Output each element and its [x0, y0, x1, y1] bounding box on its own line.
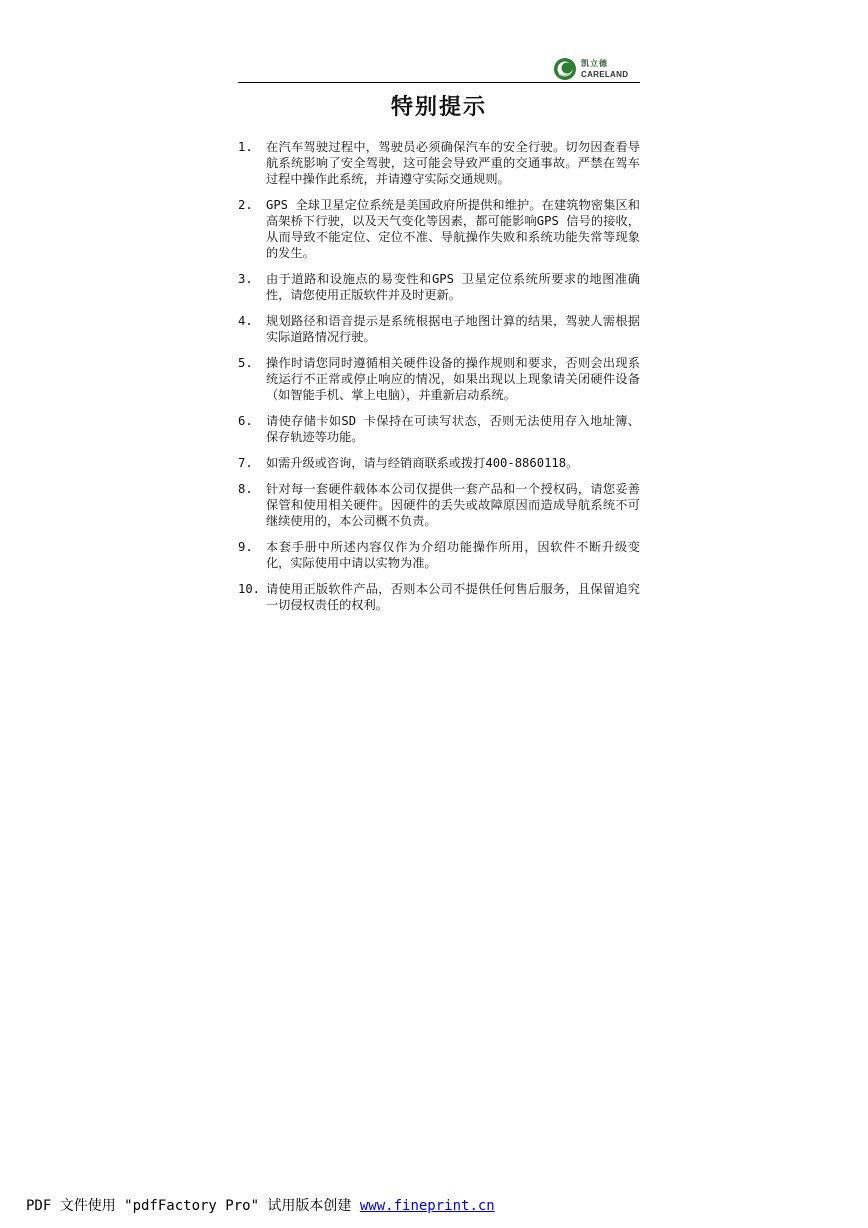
careland-logo-icon	[553, 57, 577, 81]
notice-number: 7.	[238, 456, 253, 470]
notice-text: 本套手册中所述内容仅作为介绍功能操作所用，因软件不断升级变化，实际使用中请以实物为准。	[266, 540, 640, 570]
notice-item	[238, 313, 640, 345]
notice-number: 10.	[238, 582, 261, 596]
logo-name-cn: 凯立德	[581, 58, 608, 68]
notice-number: 8.	[238, 482, 253, 496]
notice-number: 4.	[238, 314, 253, 328]
logo-name-en: CARELAND	[581, 69, 629, 79]
notice-text: GPS 全球卫星定位系统是美国政府所提供和维护。在建筑物密集区和高架桥下行驶，以及天气变化等因素，都可能影响GPS 信号的接收，从而导致不能定位、定位不准、导航操作失败和系统功能失常等现象的发生。	[266, 198, 640, 260]
notice-number: 5.	[238, 356, 253, 370]
notice-text: 规划路径和语音提示是系统根据电子地图计算的结果，驾驶人需根据实际道路情况行驶。	[266, 314, 640, 344]
footer-text: PDF 文件使用 "pdfFactory Pro" 试用版本创建	[26, 1198, 360, 1214]
notice-item	[238, 139, 640, 187]
notice-text: 请使用正版软件产品，否则本公司不提供任何售后服务，且保留追究一切侵权责任的权利。	[266, 582, 640, 612]
notice-item	[238, 197, 640, 261]
notice-list	[238, 139, 640, 623]
header-divider	[238, 82, 640, 83]
notice-item	[238, 455, 640, 471]
notice-item	[238, 413, 640, 445]
notice-item	[238, 271, 640, 303]
notice-text: 针对每一套硬件载体本公司仅提供一套产品和一个授权码，请您妥善保管和使用相关硬件。因硬件的丢失或故障原因而造成导航系统不可继续使用的，本公司概不负责。	[266, 482, 640, 528]
notice-text: 在汽车驾驶过程中，驾驶员必须确保汽车的安全行驶。切勿因查看导航系统影响了安全驾驶，这可能会导致严重的交通事故。严禁在驾车过程中操作此系统，并请遵守实际交通规则。	[266, 140, 640, 186]
notice-text: 操作时请您同时遵循相关硬件设备的操作规则和要求，否则会出现系统运行不正常或停止响应的情况，如果出现以上现象请关闭硬件设备（如智能手机、掌上电脑），并重新启动系统。	[266, 356, 640, 402]
notice-number: 2.	[238, 198, 253, 212]
notice-item	[238, 481, 640, 529]
footer-link[interactable]: www.fineprint.cn	[359, 1198, 495, 1214]
notice-number: 3.	[238, 272, 253, 286]
pdf-footer	[26, 1195, 495, 1215]
notice-number: 9.	[238, 540, 253, 554]
notice-number: 6.	[238, 414, 253, 428]
page-title: 特别提示	[390, 95, 487, 120]
careland-logo	[553, 56, 643, 82]
notice-item	[238, 539, 640, 571]
notice-item	[238, 581, 640, 613]
notice-text: 由于道路和设施点的易变性和GPS 卫星定位系统所要求的地图准确性，请您使用正版软件并及时更新。	[266, 272, 640, 302]
notice-text: 请使存储卡如SD 卡保持在可读写状态，否则无法使用存入地址簿、保存轨迹等功能。	[266, 414, 640, 444]
notice-text: 如需升级或咨询，请与经销商联系或拨打400-8860118。	[266, 456, 579, 470]
notice-item	[238, 355, 640, 403]
notice-number: 1.	[238, 140, 253, 154]
logo-wordmark	[581, 60, 628, 79]
